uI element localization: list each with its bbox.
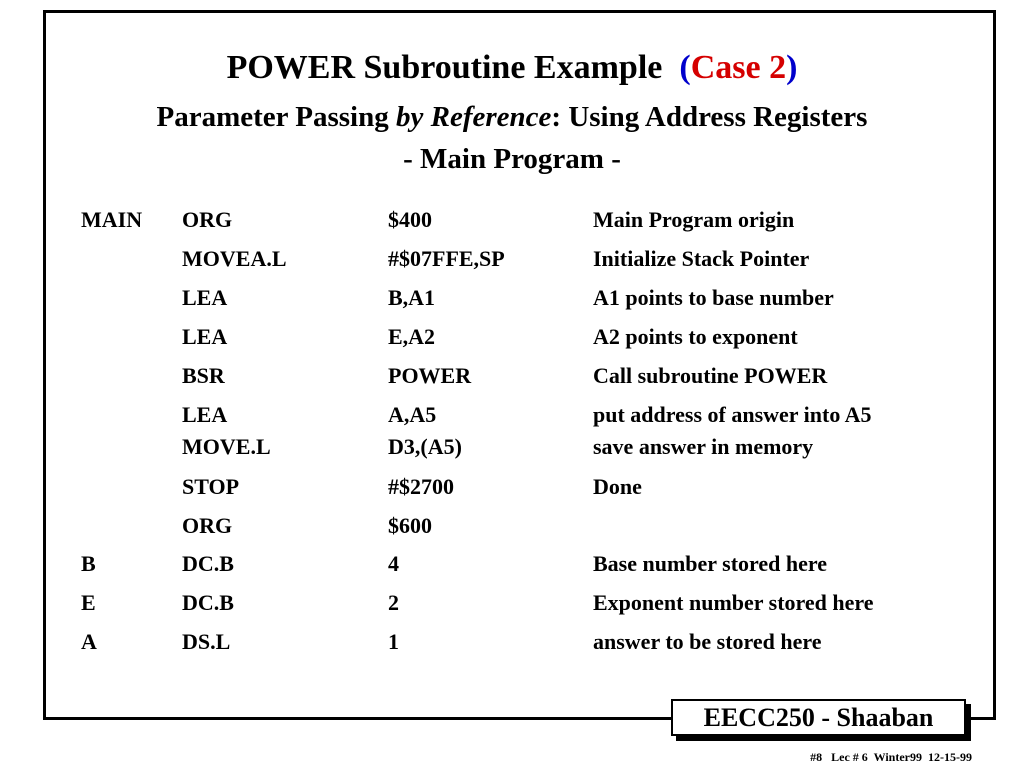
code-comment: Base number stored here [593, 551, 828, 576]
code-operand: $600 [388, 513, 432, 538]
code-opcode: LEA [182, 324, 228, 349]
code-operand: 2 [388, 590, 399, 615]
code-label: E [81, 590, 96, 615]
code-comment: save answer in memory [593, 434, 814, 459]
code-opcode: ORG [182, 207, 233, 232]
code-operand: #$07FFE,SP [388, 246, 505, 271]
code-comment: answer to be stored here [593, 629, 822, 654]
slide-title [0, 48, 1024, 88]
code-opcode: DC.B [182, 590, 234, 615]
course-badge [671, 699, 971, 741]
code-operand: E,A2 [388, 324, 436, 349]
code-comment: A1 points to base number [593, 285, 834, 310]
code-opcode: MOVEA.L [182, 246, 287, 271]
code-operand: B,A1 [388, 285, 436, 310]
code-opcode: MOVE.L [182, 434, 271, 459]
code-label: A [81, 629, 97, 654]
code-opcode: DS.L [182, 629, 231, 654]
code-operand: POWER [388, 363, 472, 388]
subtitle-suffix: : Using Address Registers [551, 101, 868, 133]
code-operand: 1 [388, 629, 399, 654]
code-operand: D3,(A5) [388, 434, 462, 459]
title-paren-close: ) [786, 49, 798, 86]
code-operand: $400 [388, 207, 432, 232]
title-main: POWER Subroutine Example [226, 49, 663, 86]
subtitle-emphasis: by Reference [396, 101, 552, 133]
code-comment: A2 points to exponent [593, 324, 798, 349]
code-opcode: ORG [182, 513, 233, 538]
code-comment: put address of answer into A5 [593, 402, 872, 427]
slide-subtitle [0, 100, 1024, 134]
code-operand: #$2700 [388, 474, 454, 499]
slide-subtitle-line2: - Main Program - [403, 143, 621, 175]
code-operand: A,A5 [388, 402, 437, 427]
slide-footer: #8 Lec # 6 Winter99 12-15-99 [810, 750, 972, 764]
code-comment: Initialize Stack Pointer [593, 246, 810, 271]
code-comment: Done [593, 474, 642, 499]
code-opcode: LEA [182, 285, 228, 310]
code-comment: Exponent number stored here [593, 590, 874, 615]
code-opcode: STOP [182, 474, 240, 499]
code-label: B [81, 551, 96, 576]
title-case: Case 2 [690, 49, 787, 86]
code-label: MAIN [81, 207, 143, 232]
title-paren-open: ( [679, 49, 691, 86]
code-comment: Main Program origin [593, 207, 795, 232]
code-opcode: BSR [182, 363, 225, 388]
code-opcode: DC.B [182, 551, 234, 576]
code-opcode: LEA [182, 402, 228, 427]
subtitle-prefix: Parameter Passing [156, 101, 396, 133]
course-badge-label: EECC250 - Shaaban [671, 699, 966, 736]
code-comment: Call subroutine POWER [593, 363, 828, 388]
code-operand: 4 [388, 551, 399, 576]
